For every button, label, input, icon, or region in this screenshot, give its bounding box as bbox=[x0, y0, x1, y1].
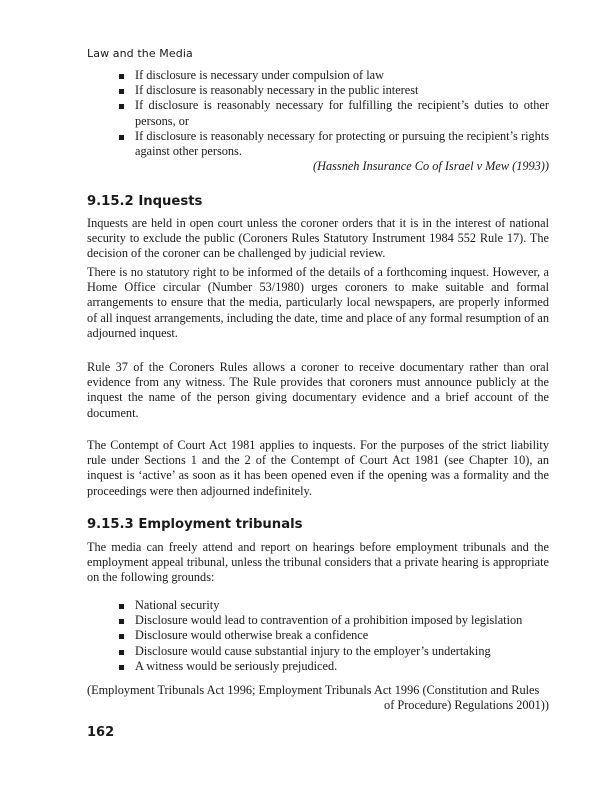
inquests-paragraph-3: Rule 37 of the Coroners Rules allows a coroner to receive documentary rather than oral evidence from any witness. The Rule provides that coroners must announce publicly at the inquest the name of the person giving documentary evidence and a brief account of the document. bbox=[87, 360, 549, 420]
bullet-icon bbox=[119, 135, 124, 140]
employment-bullet-list bbox=[87, 598, 549, 674]
list-item: Disclosure would otherwise break a confidence bbox=[119, 628, 549, 643]
list-item: If disclosure is reasonably necessary in the public interest bbox=[119, 83, 549, 98]
inquests-paragraph-2: There is no statutory right to be informed of the details of a forthcoming inquest. However, a Home Office circular (Number 53/1980) urges coroners to make suitable and formal arrangements to ensure that the media, particularly local newspapers, are properly informed of all inquest arrangements, including the date, time and place of any formal resumption of an adjourned inquest. bbox=[87, 265, 550, 340]
legislation-citation: (Employment Tribunals Act 1996; Employment Tribunals Act 1996 (Constitution and Rules of Procedure) Regulations 2001)) bbox=[87, 683, 549, 713]
employment-section bbox=[87, 517, 549, 532]
bullet-icon bbox=[119, 104, 124, 109]
list-item: If disclosure is reasonably necessary for protecting or pursuing the recipient’s rights against other persons. bbox=[119, 129, 549, 159]
inquests-paragraph-4: The Contempt of Court Act 1981 applies to inquests. For the purposes of the strict liability rule under Sections 1 and the 2 of the Contempt of Court Act 1981 (see Chapter 10), an inquest is ‘active’ as soon as it has been opened even if the opening was a formality and the proceedings were then adjourned indefinitely. bbox=[87, 438, 549, 498]
bullet-icon bbox=[119, 604, 124, 609]
list-item: Disclosure would lead to contravention of a prohibition imposed by legislation bbox=[119, 613, 549, 628]
employment-intro: The media can freely attend and report on hearings before employment tribunals and the employment appeal tribunal, unless the tribunal considers that a private hearing is appropriate on the following grounds: bbox=[87, 540, 549, 585]
bullet-icon bbox=[119, 634, 124, 639]
bullet-icon bbox=[119, 74, 124, 79]
list-item: If disclosure is necessary under compulsion of law bbox=[119, 68, 549, 83]
inquests-paragraph-1: Inquests are held in open court unless the coroner orders that it is in the interest of national security to exclude the public (Coroners Rules Statutory Instrument 1984 552 Rule 17). The decision of the coroner can be challenged by judicial review. bbox=[87, 216, 549, 261]
section-heading-employment: 9.15.3 Employment tribunals bbox=[87, 517, 303, 532]
bullet-icon bbox=[119, 89, 124, 94]
list-item: A witness would be seriously prejudiced. bbox=[119, 659, 549, 674]
bullet-icon bbox=[119, 650, 124, 655]
employment-bullet-block bbox=[87, 598, 549, 674]
list-item: If disclosure is reasonably necessary for fulfilling the recipient’s duties to other persons, or bbox=[119, 98, 549, 128]
bullet-icon bbox=[119, 665, 124, 670]
bullet-icon bbox=[119, 619, 124, 624]
page-number: 162 bbox=[87, 725, 115, 740]
inquests-section bbox=[87, 194, 549, 209]
section-heading-inquests: 9.15.2 Inquests bbox=[87, 194, 203, 209]
top-bullet-list bbox=[87, 68, 549, 159]
list-item: National security bbox=[119, 598, 549, 613]
case-citation: (Hassneh Insurance Co of Israel v Mew (1993)) bbox=[313, 159, 549, 174]
running-head: Law and the Media bbox=[87, 47, 193, 60]
list-item: Disclosure would cause substantial injury to the employer’s undertaking bbox=[119, 644, 549, 659]
top-bullet-block bbox=[87, 68, 549, 174]
